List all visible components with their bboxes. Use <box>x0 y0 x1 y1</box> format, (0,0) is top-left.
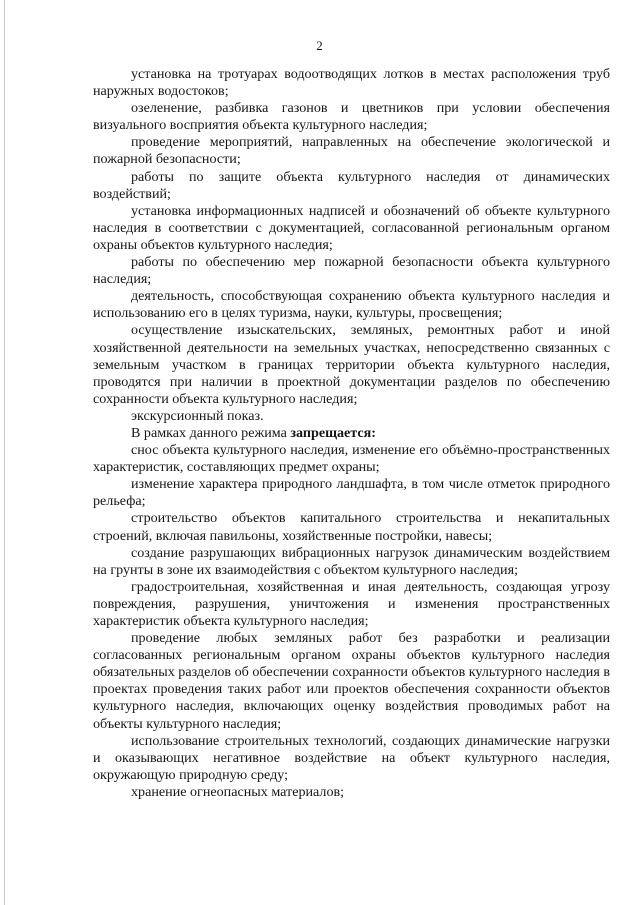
prohibited-item: хранение огнеопасных материалов; <box>131 783 345 800</box>
document-body <box>93 66 610 801</box>
permitted-item: работы по защите объекта культурного наследия от динамических воздействий; <box>93 168 610 202</box>
prohibited-item: строительство объектов капитального строительства и некапитальных строений, включая павильоны, хозяйственные постройки, навесы; <box>93 510 610 544</box>
permitted-item: установка информационных надписей и обозначений об объекте культурного наследия в соответствии с документацией, согласованной региональным органом охраны объектов культурного наследия; <box>93 202 610 253</box>
prohibited-item: создание разрушающих вибрационных нагрузок динамическим воздействием на грунты в зоне их взаимодействия с объектом культурного наследия; <box>93 544 610 578</box>
prohibited-heading-prefix: В рамках данного режима <box>131 424 291 441</box>
prohibited-heading-bold: запрещается: <box>290 424 376 441</box>
page-number: 2 <box>316 38 323 53</box>
prohibited-item: снос объекта культурного наследия, изменение его объёмно-пространственных характеристик, составляющих предмет охраны; <box>93 442 610 476</box>
permitted-item: проведение мероприятий, направленных на обеспечение экологической и пожарной безопасности; <box>93 134 610 168</box>
permitted-item: работы по обеспечению мер пожарной безопасности объекта культурного наследия; <box>93 254 610 288</box>
page-edge-line <box>4 0 5 905</box>
prohibited-item: градостроительная, хозяйственная и иная деятельность, создающая угрозу повреждения, разрушения, уничтожения и изменения пространственных характеристик объекта культурного наследия; <box>93 578 610 629</box>
permitted-item: озеленение, разбивка газонов и цветников при условии обеспечения визуального восприятия объекта культурного наследия; <box>93 100 610 134</box>
permitted-item: осуществление изыскательских, земляных, ремонтных работ и иной хозяйственной деятельности на земельных участках, непосредственно связанных с земельным участком в границах территории объекта культурного наследия, проводятся при наличии в проектной документации разделов по обеспечению сохранности объекта культурного наследия; <box>93 322 610 407</box>
prohibited-item: использование строительных технологий, создающих динамические нагрузки и оказывающих негативное воздействие на объект культурного наследия, окружающую природную среду; <box>93 732 610 783</box>
prohibited-heading <box>93 425 610 442</box>
prohibited-item: изменение характера природного ландшафта, в том числе отметок природного рельефа; <box>93 476 610 510</box>
permitted-item: экскурсионный показ. <box>131 407 264 424</box>
permitted-item: деятельность, способствующая сохранению объекта культурного наследия и использованию его в целях туризма, науки, культуры, просвещения; <box>93 288 610 322</box>
permitted-item: установка на тротуарах водоотводящих лотков в местах расположения труб наружных водостоков; <box>93 66 610 100</box>
prohibited-item: проведение любых земляных работ без разработки и реализации согласованных региональным органом охраны объектов культурного наследия обязательных разделов об обеспечении сохранности объектов культурного наследия в проектах проведения таких работ или проектов обеспечения сохранности объектов культурного наследия, включающих оценку воздействия проводимых работ на объекты культурного наследия; <box>93 630 610 732</box>
